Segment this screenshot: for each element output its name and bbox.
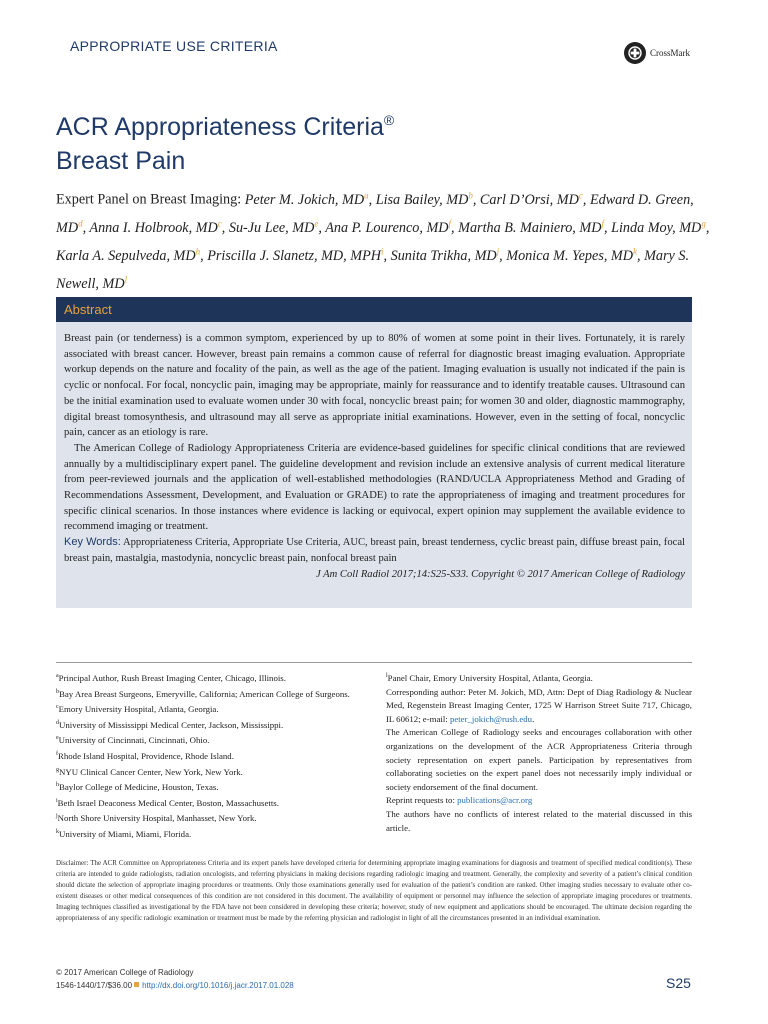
affiliation-footnote [56,748,370,764]
affiliation-mark: c [578,190,583,200]
abstract-paragraph-1: Breast pain (or tenderness) is a common symptom, experienced by up to 80% of women at some point in their lives. Fortunately, it is rarely associated with breast cancer. However, breast pain remains a common cause of referral for diagnostic breast imaging evaluation. Appropriate workup depends on the nature and focality of the pain, as well as the age of the patient. Imaging evaluation is usually not indicated if the pain is cyclic or nonfocal. For focal, noncyclic pain, imaging may be appropriate, mainly for reassurance and to identify treatable causes. Ultrasound can be the initial examination used to evaluate women under 30 with focal, noncyclic breast pain; for women 30 and older, diagnostic mammography, digital breast tomosynthesis, and ultrasound may all serve as appropriate initial examinations. However, even in the setting of focal, noncyclic pain, cancer as an etiology is rare. [64,333,685,439]
conflicts-statement: The authors have no conflicts of interest related to the material discussed in this article. [386,808,692,833]
affiliation-mark: f [448,217,452,228]
corresponding-email-link[interactable]: peter_jokich@rush.edu [449,713,533,724]
disclaimer: Disclaimer: The ACR Committee on Appropriateness Criteria and its expert panels have developed criteria for determining appropriate imaging examinations for diagnosis and treatment of specified medical condition(s). These criteria are intended to guide radiologists, radiation oncologists, and referring physicians in making decisions regarding radiologic imaging and treatment. Generally, the complexity and severity of a patient’s clinical condition should dictate the selection of appropriate imaging procedures or treatments. Only those examinations generally used for evaluation of the patient’s condition are ranked. Other imaging studies necessary to evaluate other co-existent diseases or other medical consequences of this condition are not considered in this document. The availability of equipment or personnel may influence the selection of appropriate imaging procedures or treatments. Imaging techniques classified as investigational by the FDA have not been considered in developing these criteria; however, study of new equipment and applications should be encouraged. The ultimate decision regarding the appropriateness of any specific radiologic examination or treatment must be made by the referring physician and radiologist in light of all the circumstances presented in an individual examination. [56,859,692,922]
affiliation-footnote [56,764,370,780]
footnote-text: Baylor College of Medicine, Houston, Texas. [59,782,219,793]
author-name: Karla A. Sepulveda, MD [56,247,196,264]
footnote-mark: c [56,704,59,711]
footnote-mark: e [56,735,59,742]
footnote-mark: j [56,813,58,820]
affiliation-footnote [56,732,370,748]
affiliation-footnote [56,826,370,842]
article-title [56,103,576,178]
author-separator: , [368,191,376,208]
author-separator: , [582,191,590,208]
author-separator: , [472,191,480,208]
footnote-mark: g [56,766,59,773]
title-line-2: Breast Pain [56,147,186,175]
affiliation-footnote [56,670,370,686]
registered-mark: ® [383,112,395,128]
footnote-mark: h [56,782,59,789]
footnote-mark: l [386,673,388,679]
author-name: Lisa Bailey, MD [375,191,469,208]
footnote-text: Emory University Hospital, Atlanta, Georgia. [58,704,219,715]
author-separator: , [200,247,208,264]
author-name: Mary S. Newell, MD [56,247,690,292]
crossmark-badge[interactable] [624,42,690,64]
author-name: Martha B. Mainiero, MD [458,219,602,236]
footnote-text: Rhode Island Hospital, Providence, Rhode Island. [58,750,234,761]
corresponding-text: Corresponding author: Peter M. Jokich, MD, Attn: Dept of Diag Radiology & Nuclear Med, Regenstein Breast Imaging Center, 1725 W Harrison Street Suite 717, Chicago, IL 60612; e-mail: [386,686,692,724]
reprint-text: Reprint requests to: [386,795,458,806]
crossmark-icon [624,42,646,64]
footnote-text: University of Miami, Miami, Florida. [59,828,192,839]
author-name: Priscilla J. Slanetz, MD, MPH [207,247,381,264]
affiliation-mark: g [701,217,706,228]
affiliation-footnote [56,810,370,826]
abstract-heading: Abstract [56,297,692,322]
affiliation-footnote [56,686,370,702]
panel-chair-footnote [386,670,692,686]
reprint-email-link[interactable]: publications@acr.org [457,795,533,806]
author-separator: , [637,247,645,264]
affiliation-mark: l [124,273,128,284]
footnote-mark: i [56,797,58,804]
author-separator: , [499,247,507,264]
footer-copyright: © 2017 American College of Radiology [56,968,194,977]
doi-link[interactable]: http://dx.doi.org/10.1016/j.jacr.2017.01.028 [142,981,294,990]
author-separator: , [603,219,612,236]
corresponding-author [386,686,692,727]
author-name: Monica M. Yepes, MD [506,247,634,264]
acr-statement: The American College of Radiology seeks and encourages collaboration with other organizations on the development of the ACR Appropriateness Criteria through society representation on expert panels. Participation by representatives from collaborating societies on the expert panel does not necessarily imply individual or society endorsement of the final document. [386,727,692,792]
author-separator: , [82,219,90,236]
affiliation-footnote [56,795,370,811]
footnote-text: Bay Area Breast Surgeons, Emeryville, California; American College of Surgeons. [59,688,350,699]
crossmark-label: CrossMark [650,48,690,58]
author-name: Su-Ju Lee, MD [228,219,315,236]
author-separator: , [383,247,391,264]
reprint-requests [386,794,692,808]
affiliation-mark: c [217,217,222,228]
author-list [56,184,716,296]
page-number: S25 [666,975,691,991]
footnote-text: Beth Israel Deaconess Medical Center, Boston, Massachusetts. [57,797,279,808]
bullet-icon [134,982,139,987]
footnote-mark: b [56,688,59,695]
author-separator: , [318,219,326,236]
expert-panel-label: Expert Panel on Breast Imaging: [56,191,242,208]
footnote-text: Principal Author, Rush Breast Imaging Center, Chicago, Illinois. [58,673,286,683]
footnote-mark: a [56,673,59,679]
footnote-text: Panel Chair, Emory University Hospital, Atlanta, Georgia. [387,673,593,683]
author-separator: , [221,219,229,236]
abstract-body [56,322,692,608]
footnote-text: NYU Clinical Cancer Center, New York, New York. [59,766,243,777]
abstract-paragraph-2: The American College of Radiology Appropriateness Criteria are evidence-based guidelines for specific clinical conditions that are reviewed annually by a multidisciplinary expert panel. The guideline development and revision include an extensive analysis of current medical literature from peer-reviewed journals and the application of well-established methodologies (RAND/UCLA Appropriateness Method and Grading of Recommendations Assessment, Development, and Evaluation or GRADE) to rate the appropriateness of imaging and treatment procedures for specific clinical scenarios. In those instances where evidence is lacking or equivocal, expert opinion may supplement the available evidence to recommend imaging or treatment. [64,442,685,533]
author-name: Carl D’Orsi, MD [479,191,579,208]
affiliation-mark: a [364,190,369,200]
affiliation-mark: e [314,217,319,228]
affiliation-mark: h [195,245,201,256]
author-name: Linda Moy, MD [611,219,702,236]
affiliation-mark: b [468,190,473,200]
affiliation-mark: i [381,245,384,256]
footer-info [56,966,294,992]
author-name: Edward D. Green, MD [56,191,694,236]
keywords [64,535,685,566]
footnote-text: University of Cincinnati, Cincinnati, Ohio. [58,735,210,746]
footnote-mark: k [56,828,59,835]
author-name: Sunita Trikha, MD [390,247,497,264]
footnote-mark: f [56,750,58,757]
corresponding-end: . [532,713,535,724]
affiliation-footnote [56,779,370,795]
keywords-label: Key Words: [64,536,121,549]
section-label: APPROPRIATE USE CRITERIA [70,38,278,54]
affiliation-mark: k [633,245,638,256]
journal-citation: J Am Coll Radiol 2017;14:S25-S33. Copyright © 2017 American College of Radiology [316,568,685,580]
footnote-text: North Shore University Hospital, Manhasset, New York. [57,813,257,824]
footnote-mark: d [56,719,59,726]
title-line-1: ACR Appropriateness Criteria [56,113,384,141]
footnotes-divider [56,662,692,663]
author-name: Peter M. Jokich, MD [244,191,365,208]
author-name: Anna I. Holbrook, MD [89,219,218,236]
keywords-text: Appropriateness Criteria, Appropriate Use Criteria, AUC, breast pain, breast tenderness, cyclic breast pain, diffuse breast pain, focal breast pain, mastalgia, mastodynia, noncyclic breast pain, nonfocal breast pain [64,537,685,564]
footer-issn-doi [56,979,294,992]
affiliation-mark: d [78,217,83,228]
affiliation-mark: f [601,217,604,228]
footnote-text: University of Mississippi Medical Center, Jackson, Mississippi. [59,719,284,730]
footer-issn: 1546-1440/17/$36.00 [56,981,133,990]
affiliation-footnote [56,701,370,717]
affiliation-mark: j [496,245,500,256]
affiliation-footnote [56,717,370,733]
author-separator: , [451,219,459,236]
author-separator: , [705,219,710,236]
author-name: Ana P. Lourenco, MD [325,219,449,236]
correspondence-column [386,670,692,835]
affiliations-column [56,670,370,842]
